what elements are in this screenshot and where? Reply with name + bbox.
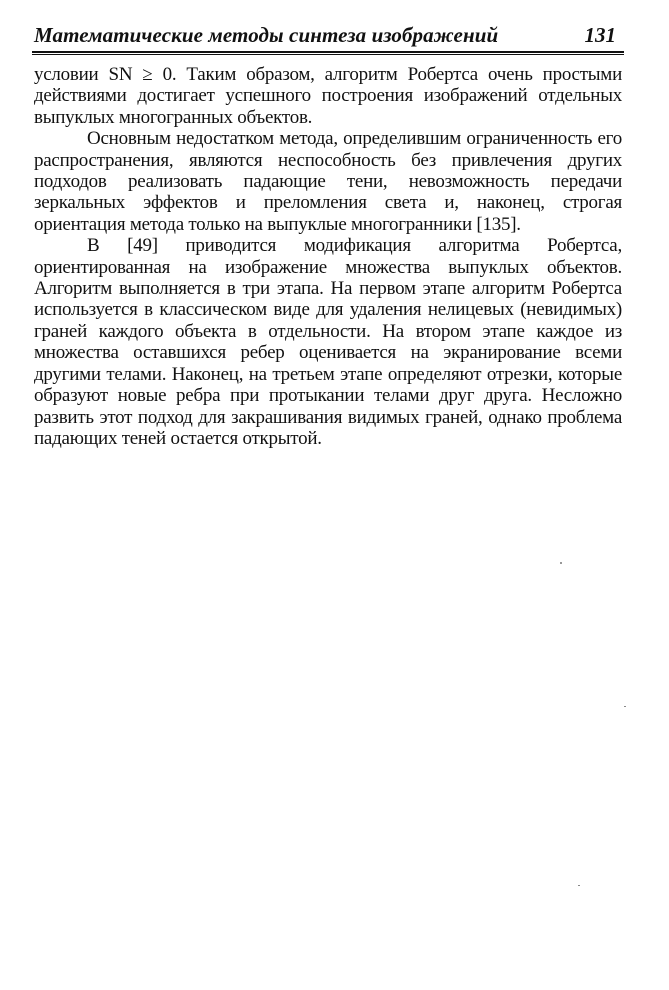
page-number: 131	[584, 23, 616, 47]
running-title: Математические методы синтеза изображений	[34, 23, 499, 47]
scan-speck	[578, 885, 580, 886]
running-head	[32, 20, 624, 54]
body-text	[34, 64, 622, 449]
paragraph-continuation: условии SN ≥ 0. Таким образом, алгоритм Робертса очень простыми действиями достигает успешного построения изображений отдельных выпуклых многогранных объектов.	[34, 64, 622, 128]
paragraph-modification: В [49] приводится модификация алгоритма Робертса, ориентированная на изображение множества выпуклых объектов. Алгоритм выполняется в три этапа. На первом этапе алгоритм Робертса используется в классическом виде для удаления нелицевых (невидимых) граней каждого объекта в отдельности. На втором этапе каждое из множества оставшихся ребер оценивается на экранирование всеми другими телами. Наконец, на третьем этапе определяют отрезки, которые образуют новые ребра при протыкании телами друг друга. Несложно развить этот подход для закрашивания видимых граней, однако проблема падающих теней остается открытой.	[34, 235, 622, 449]
scan-speck	[560, 562, 562, 564]
header-rule	[32, 51, 624, 55]
scan-speck	[624, 706, 626, 707]
paragraph-drawbacks: Основным недостатком метода, определившим ограниченность его распространения, являются неспособность без привлечения других подходов реализовать падающие тени, невозможность передачи зеркальных эффектов и преломления света и, наконец, строгая ориентация метода только на выпуклые многогранники [135].	[34, 128, 622, 235]
